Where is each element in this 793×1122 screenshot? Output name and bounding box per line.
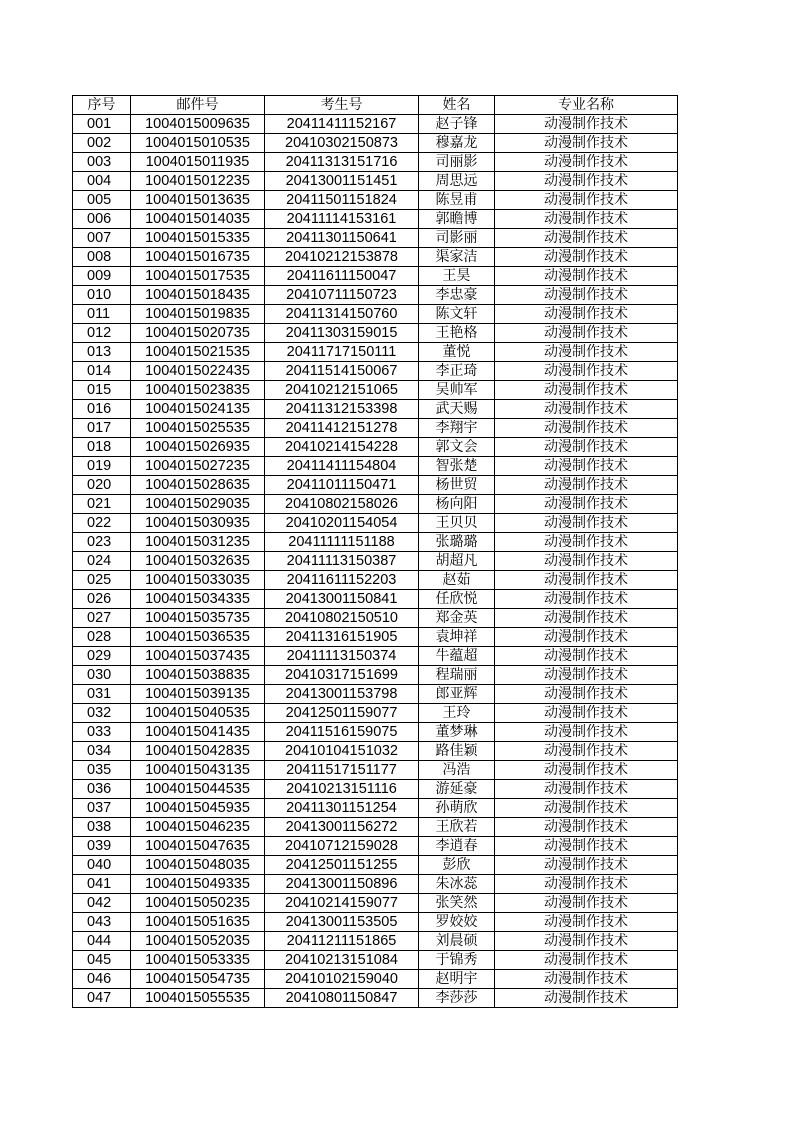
cell-mail-no: 1004015019835 <box>131 305 265 324</box>
table-row <box>73 552 678 571</box>
cell-name: 王欣若 <box>419 818 495 837</box>
cell-exam-no: 20410302150873 <box>265 134 419 153</box>
cell-seq: 002 <box>73 134 131 153</box>
table-row <box>73 723 678 742</box>
cell-seq: 023 <box>73 533 131 552</box>
cell-mail-no: 1004015051635 <box>131 913 265 932</box>
cell-major: 动漫制作技术 <box>495 324 678 343</box>
cell-major: 动漫制作技术 <box>495 362 678 381</box>
cell-name: 郭瞻博 <box>419 210 495 229</box>
header-mail-no: 邮件号 <box>131 96 265 115</box>
table-row <box>73 476 678 495</box>
cell-name: 智张楚 <box>419 457 495 476</box>
cell-exam-no: 20410317151699 <box>265 666 419 685</box>
cell-major: 动漫制作技术 <box>495 286 678 305</box>
cell-major: 动漫制作技术 <box>495 628 678 647</box>
cell-mail-no: 1004015048035 <box>131 856 265 875</box>
cell-exam-no: 20411312153398 <box>265 400 419 419</box>
cell-name: 于锦秀 <box>419 951 495 970</box>
cell-exam-no: 20411611152203 <box>265 571 419 590</box>
cell-exam-no: 20410102159040 <box>265 970 419 989</box>
cell-seq: 044 <box>73 932 131 951</box>
cell-mail-no: 1004015036535 <box>131 628 265 647</box>
table-row <box>73 970 678 989</box>
cell-exam-no: 20410214159077 <box>265 894 419 913</box>
cell-exam-no: 20411501151824 <box>265 191 419 210</box>
cell-major: 动漫制作技术 <box>495 704 678 723</box>
cell-seq: 027 <box>73 609 131 628</box>
cell-seq: 034 <box>73 742 131 761</box>
cell-seq: 021 <box>73 495 131 514</box>
table-header <box>73 96 678 115</box>
cell-name: 周思远 <box>419 172 495 191</box>
cell-name: 袁坤祥 <box>419 628 495 647</box>
cell-major: 动漫制作技术 <box>495 571 678 590</box>
cell-seq: 046 <box>73 970 131 989</box>
cell-exam-no: 20411301151254 <box>265 799 419 818</box>
cell-mail-no: 1004015038835 <box>131 666 265 685</box>
header-exam-no: 考生号 <box>265 96 419 115</box>
cell-exam-no: 20411411154804 <box>265 457 419 476</box>
cell-mail-no: 1004015034335 <box>131 590 265 609</box>
cell-name: 李正琦 <box>419 362 495 381</box>
table-row <box>73 590 678 609</box>
cell-major: 动漫制作技术 <box>495 913 678 932</box>
cell-mail-no: 1004015031235 <box>131 533 265 552</box>
cell-major: 动漫制作技术 <box>495 381 678 400</box>
cell-name: 董梦琳 <box>419 723 495 742</box>
cell-major: 动漫制作技术 <box>495 894 678 913</box>
cell-name: 司影丽 <box>419 229 495 248</box>
cell-mail-no: 1004015015335 <box>131 229 265 248</box>
cell-name: 李莎莎 <box>419 989 495 1008</box>
table-row <box>73 628 678 647</box>
cell-exam-no: 20411313151716 <box>265 153 419 172</box>
cell-exam-no: 20411301150641 <box>265 229 419 248</box>
cell-name: 郭文会 <box>419 438 495 457</box>
cell-major: 动漫制作技术 <box>495 818 678 837</box>
table-row <box>73 799 678 818</box>
table-row <box>73 856 678 875</box>
cell-major: 动漫制作技术 <box>495 210 678 229</box>
cell-exam-no: 20410711150723 <box>265 286 419 305</box>
table-row <box>73 210 678 229</box>
cell-seq: 014 <box>73 362 131 381</box>
table-row <box>73 248 678 267</box>
cell-major: 动漫制作技术 <box>495 932 678 951</box>
cell-mail-no: 1004015018435 <box>131 286 265 305</box>
cell-mail-no: 1004015028635 <box>131 476 265 495</box>
table-row <box>73 305 678 324</box>
cell-major: 动漫制作技术 <box>495 533 678 552</box>
table-row <box>73 837 678 856</box>
cell-seq: 007 <box>73 229 131 248</box>
cell-exam-no: 20413001156272 <box>265 818 419 837</box>
cell-seq: 041 <box>73 875 131 894</box>
cell-major: 动漫制作技术 <box>495 799 678 818</box>
cell-major: 动漫制作技术 <box>495 742 678 761</box>
cell-mail-no: 1004015050235 <box>131 894 265 913</box>
cell-seq: 025 <box>73 571 131 590</box>
table-row <box>73 818 678 837</box>
cell-major: 动漫制作技术 <box>495 305 678 324</box>
cell-seq: 003 <box>73 153 131 172</box>
cell-seq: 010 <box>73 286 131 305</box>
cell-seq: 005 <box>73 191 131 210</box>
cell-exam-no: 20410212151065 <box>265 381 419 400</box>
cell-name: 张笑然 <box>419 894 495 913</box>
table-body <box>73 115 678 1008</box>
cell-exam-no: 20413001150841 <box>265 590 419 609</box>
cell-seq: 032 <box>73 704 131 723</box>
cell-mail-no: 1004015013635 <box>131 191 265 210</box>
cell-name: 朱冰蕊 <box>419 875 495 894</box>
cell-seq: 028 <box>73 628 131 647</box>
table-row <box>73 894 678 913</box>
header-major: 专业名称 <box>495 96 678 115</box>
cell-name: 董悦 <box>419 343 495 362</box>
table-row <box>73 533 678 552</box>
cell-seq: 020 <box>73 476 131 495</box>
cell-seq: 024 <box>73 552 131 571</box>
cell-exam-no: 20411113150387 <box>265 552 419 571</box>
cell-major: 动漫制作技术 <box>495 115 678 134</box>
cell-mail-no: 1004015049335 <box>131 875 265 894</box>
cell-name: 路佳颖 <box>419 742 495 761</box>
cell-seq: 026 <box>73 590 131 609</box>
cell-exam-no: 20410213151084 <box>265 951 419 970</box>
cell-seq: 038 <box>73 818 131 837</box>
cell-mail-no: 1004015027235 <box>131 457 265 476</box>
table-row <box>73 115 678 134</box>
cell-name: 赵子锋 <box>419 115 495 134</box>
cell-name: 罗姣姣 <box>419 913 495 932</box>
cell-name: 陈文轩 <box>419 305 495 324</box>
header-name: 姓名 <box>419 96 495 115</box>
cell-exam-no: 20411303159015 <box>265 324 419 343</box>
cell-mail-no: 1004015020735 <box>131 324 265 343</box>
cell-name: 刘晨硕 <box>419 932 495 951</box>
cell-exam-no: 20411412151278 <box>265 419 419 438</box>
cell-name: 李逍春 <box>419 837 495 856</box>
cell-name: 程瑞丽 <box>419 666 495 685</box>
cell-exam-no: 20411111151188 <box>265 533 419 552</box>
cell-exam-no: 20410201154054 <box>265 514 419 533</box>
cell-mail-no: 1004015021535 <box>131 343 265 362</box>
cell-mail-no: 1004015037435 <box>131 647 265 666</box>
cell-exam-no: 20410802158026 <box>265 495 419 514</box>
cell-name: 李翔宇 <box>419 419 495 438</box>
cell-name: 牛蕴超 <box>419 647 495 666</box>
cell-seq: 011 <box>73 305 131 324</box>
cell-mail-no: 1004015041435 <box>131 723 265 742</box>
cell-mail-no: 1004015044535 <box>131 780 265 799</box>
cell-major: 动漫制作技术 <box>495 153 678 172</box>
table-row <box>73 647 678 666</box>
cell-major: 动漫制作技术 <box>495 761 678 780</box>
cell-mail-no: 1004015045935 <box>131 799 265 818</box>
cell-major: 动漫制作技术 <box>495 552 678 571</box>
cell-mail-no: 1004015035735 <box>131 609 265 628</box>
cell-exam-no: 20411611150047 <box>265 267 419 286</box>
cell-mail-no: 1004015022435 <box>131 362 265 381</box>
cell-exam-no: 20410712159028 <box>265 837 419 856</box>
cell-seq: 013 <box>73 343 131 362</box>
table-row <box>73 609 678 628</box>
cell-major: 动漫制作技术 <box>495 685 678 704</box>
cell-seq: 036 <box>73 780 131 799</box>
table-row <box>73 571 678 590</box>
cell-name: 穆嘉龙 <box>419 134 495 153</box>
table-row <box>73 419 678 438</box>
table-row <box>73 913 678 932</box>
cell-name: 张璐璐 <box>419 533 495 552</box>
cell-mail-no: 1004015047635 <box>131 837 265 856</box>
table-row <box>73 951 678 970</box>
cell-seq: 043 <box>73 913 131 932</box>
cell-mail-no: 1004015026935 <box>131 438 265 457</box>
cell-major: 动漫制作技术 <box>495 837 678 856</box>
cell-mail-no: 1004015011935 <box>131 153 265 172</box>
table-row <box>73 229 678 248</box>
cell-exam-no: 20413001153798 <box>265 685 419 704</box>
cell-exam-no: 20411114153161 <box>265 210 419 229</box>
cell-major: 动漫制作技术 <box>495 476 678 495</box>
cell-seq: 019 <box>73 457 131 476</box>
cell-major: 动漫制作技术 <box>495 267 678 286</box>
cell-major: 动漫制作技术 <box>495 989 678 1008</box>
cell-exam-no: 20411314150760 <box>265 305 419 324</box>
cell-seq: 017 <box>73 419 131 438</box>
cell-mail-no: 1004015053335 <box>131 951 265 970</box>
cell-mail-no: 1004015009635 <box>131 115 265 134</box>
cell-exam-no: 20410104151032 <box>265 742 419 761</box>
cell-mail-no: 1004015030935 <box>131 514 265 533</box>
cell-seq: 012 <box>73 324 131 343</box>
cell-exam-no: 20413001153505 <box>265 913 419 932</box>
cell-name: 陈昱甫 <box>419 191 495 210</box>
cell-seq: 045 <box>73 951 131 970</box>
cell-exam-no: 20411113150374 <box>265 647 419 666</box>
cell-seq: 029 <box>73 647 131 666</box>
cell-exam-no: 20413001150896 <box>265 875 419 894</box>
cell-exam-no: 20411211151865 <box>265 932 419 951</box>
cell-name: 杨向阳 <box>419 495 495 514</box>
cell-major: 动漫制作技术 <box>495 856 678 875</box>
cell-seq: 030 <box>73 666 131 685</box>
cell-seq: 001 <box>73 115 131 134</box>
cell-mail-no: 1004015012235 <box>131 172 265 191</box>
cell-major: 动漫制作技术 <box>495 400 678 419</box>
cell-exam-no: 20411514150067 <box>265 362 419 381</box>
cell-name: 吴帅军 <box>419 381 495 400</box>
cell-seq: 006 <box>73 210 131 229</box>
table-row <box>73 267 678 286</box>
header-seq: 序号 <box>73 96 131 115</box>
table-row <box>73 343 678 362</box>
cell-major: 动漫制作技术 <box>495 590 678 609</box>
table-row <box>73 704 678 723</box>
cell-exam-no: 20412501151255 <box>265 856 419 875</box>
cell-exam-no: 20410212153878 <box>265 248 419 267</box>
cell-name: 赵茹 <box>419 571 495 590</box>
cell-mail-no: 1004015025535 <box>131 419 265 438</box>
cell-major: 动漫制作技术 <box>495 172 678 191</box>
cell-name: 渠家洁 <box>419 248 495 267</box>
cell-seq: 047 <box>73 989 131 1008</box>
cell-exam-no: 20412501159077 <box>265 704 419 723</box>
cell-exam-no: 20413001151451 <box>265 172 419 191</box>
cell-mail-no: 1004015024135 <box>131 400 265 419</box>
cell-seq: 016 <box>73 400 131 419</box>
cell-seq: 008 <box>73 248 131 267</box>
cell-exam-no: 20411517151177 <box>265 761 419 780</box>
cell-name: 胡超凡 <box>419 552 495 571</box>
table-row <box>73 324 678 343</box>
cell-major: 动漫制作技术 <box>495 514 678 533</box>
cell-mail-no: 1004015033035 <box>131 571 265 590</box>
header-row <box>73 96 678 115</box>
table-row <box>73 191 678 210</box>
enrollment-table <box>72 95 678 1008</box>
cell-name: 李忠豪 <box>419 286 495 305</box>
table-row <box>73 514 678 533</box>
cell-name: 孙萌欣 <box>419 799 495 818</box>
cell-major: 动漫制作技术 <box>495 951 678 970</box>
table-row <box>73 761 678 780</box>
cell-mail-no: 1004015054735 <box>131 970 265 989</box>
table-row <box>73 381 678 400</box>
cell-mail-no: 1004015043135 <box>131 761 265 780</box>
cell-major: 动漫制作技术 <box>495 134 678 153</box>
cell-major: 动漫制作技术 <box>495 248 678 267</box>
cell-major: 动漫制作技术 <box>495 229 678 248</box>
table-row <box>73 362 678 381</box>
cell-major: 动漫制作技术 <box>495 457 678 476</box>
cell-name: 王艳格 <box>419 324 495 343</box>
cell-mail-no: 1004015023835 <box>131 381 265 400</box>
cell-seq: 037 <box>73 799 131 818</box>
table-row <box>73 666 678 685</box>
cell-major: 动漫制作技术 <box>495 723 678 742</box>
table-row <box>73 989 678 1008</box>
cell-name: 彭欣 <box>419 856 495 875</box>
cell-major: 动漫制作技术 <box>495 666 678 685</box>
table-row <box>73 172 678 191</box>
table-row <box>73 685 678 704</box>
cell-name: 杨世贸 <box>419 476 495 495</box>
table-row <box>73 495 678 514</box>
cell-exam-no: 20411516159075 <box>265 723 419 742</box>
cell-seq: 004 <box>73 172 131 191</box>
cell-exam-no: 20410213151116 <box>265 780 419 799</box>
table-row <box>73 153 678 172</box>
cell-exam-no: 20411717150111 <box>265 343 419 362</box>
cell-exam-no: 20410801150847 <box>265 989 419 1008</box>
cell-major: 动漫制作技术 <box>495 875 678 894</box>
cell-seq: 035 <box>73 761 131 780</box>
cell-name: 王贝贝 <box>419 514 495 533</box>
cell-major: 动漫制作技术 <box>495 609 678 628</box>
cell-mail-no: 1004015039135 <box>131 685 265 704</box>
cell-name: 郑金英 <box>419 609 495 628</box>
cell-name: 任欣悦 <box>419 590 495 609</box>
cell-seq: 015 <box>73 381 131 400</box>
cell-mail-no: 1004015046235 <box>131 818 265 837</box>
cell-mail-no: 1004015017535 <box>131 267 265 286</box>
cell-mail-no: 1004015055535 <box>131 989 265 1008</box>
cell-exam-no: 20411011150471 <box>265 476 419 495</box>
cell-exam-no: 20411316151905 <box>265 628 419 647</box>
cell-mail-no: 1004015040535 <box>131 704 265 723</box>
cell-name: 郎亚辉 <box>419 685 495 704</box>
cell-seq: 040 <box>73 856 131 875</box>
table-row <box>73 742 678 761</box>
table-row <box>73 438 678 457</box>
cell-seq: 031 <box>73 685 131 704</box>
cell-name: 赵明宇 <box>419 970 495 989</box>
cell-major: 动漫制作技术 <box>495 780 678 799</box>
cell-seq: 009 <box>73 267 131 286</box>
cell-name: 司丽影 <box>419 153 495 172</box>
cell-seq: 042 <box>73 894 131 913</box>
cell-seq: 018 <box>73 438 131 457</box>
cell-major: 动漫制作技术 <box>495 191 678 210</box>
cell-name: 王昊 <box>419 267 495 286</box>
cell-exam-no: 20411411152167 <box>265 115 419 134</box>
cell-mail-no: 1004015029035 <box>131 495 265 514</box>
table-row <box>73 780 678 799</box>
cell-name: 游延豪 <box>419 780 495 799</box>
cell-seq: 033 <box>73 723 131 742</box>
cell-mail-no: 1004015052035 <box>131 932 265 951</box>
cell-major: 动漫制作技术 <box>495 647 678 666</box>
cell-mail-no: 1004015032635 <box>131 552 265 571</box>
cell-major: 动漫制作技术 <box>495 343 678 362</box>
cell-major: 动漫制作技术 <box>495 438 678 457</box>
cell-exam-no: 20410802150510 <box>265 609 419 628</box>
cell-seq: 022 <box>73 514 131 533</box>
cell-seq: 039 <box>73 837 131 856</box>
cell-major: 动漫制作技术 <box>495 495 678 514</box>
table-row <box>73 134 678 153</box>
cell-name: 冯浩 <box>419 761 495 780</box>
cell-mail-no: 1004015010535 <box>131 134 265 153</box>
cell-mail-no: 1004015014035 <box>131 210 265 229</box>
table-row <box>73 286 678 305</box>
cell-name: 武天赐 <box>419 400 495 419</box>
table-row <box>73 875 678 894</box>
cell-mail-no: 1004015016735 <box>131 248 265 267</box>
table-row <box>73 400 678 419</box>
cell-exam-no: 20410214154228 <box>265 438 419 457</box>
table-row <box>73 457 678 476</box>
cell-mail-no: 1004015042835 <box>131 742 265 761</box>
cell-major: 动漫制作技术 <box>495 419 678 438</box>
cell-major: 动漫制作技术 <box>495 970 678 989</box>
table-row <box>73 932 678 951</box>
cell-name: 王玲 <box>419 704 495 723</box>
